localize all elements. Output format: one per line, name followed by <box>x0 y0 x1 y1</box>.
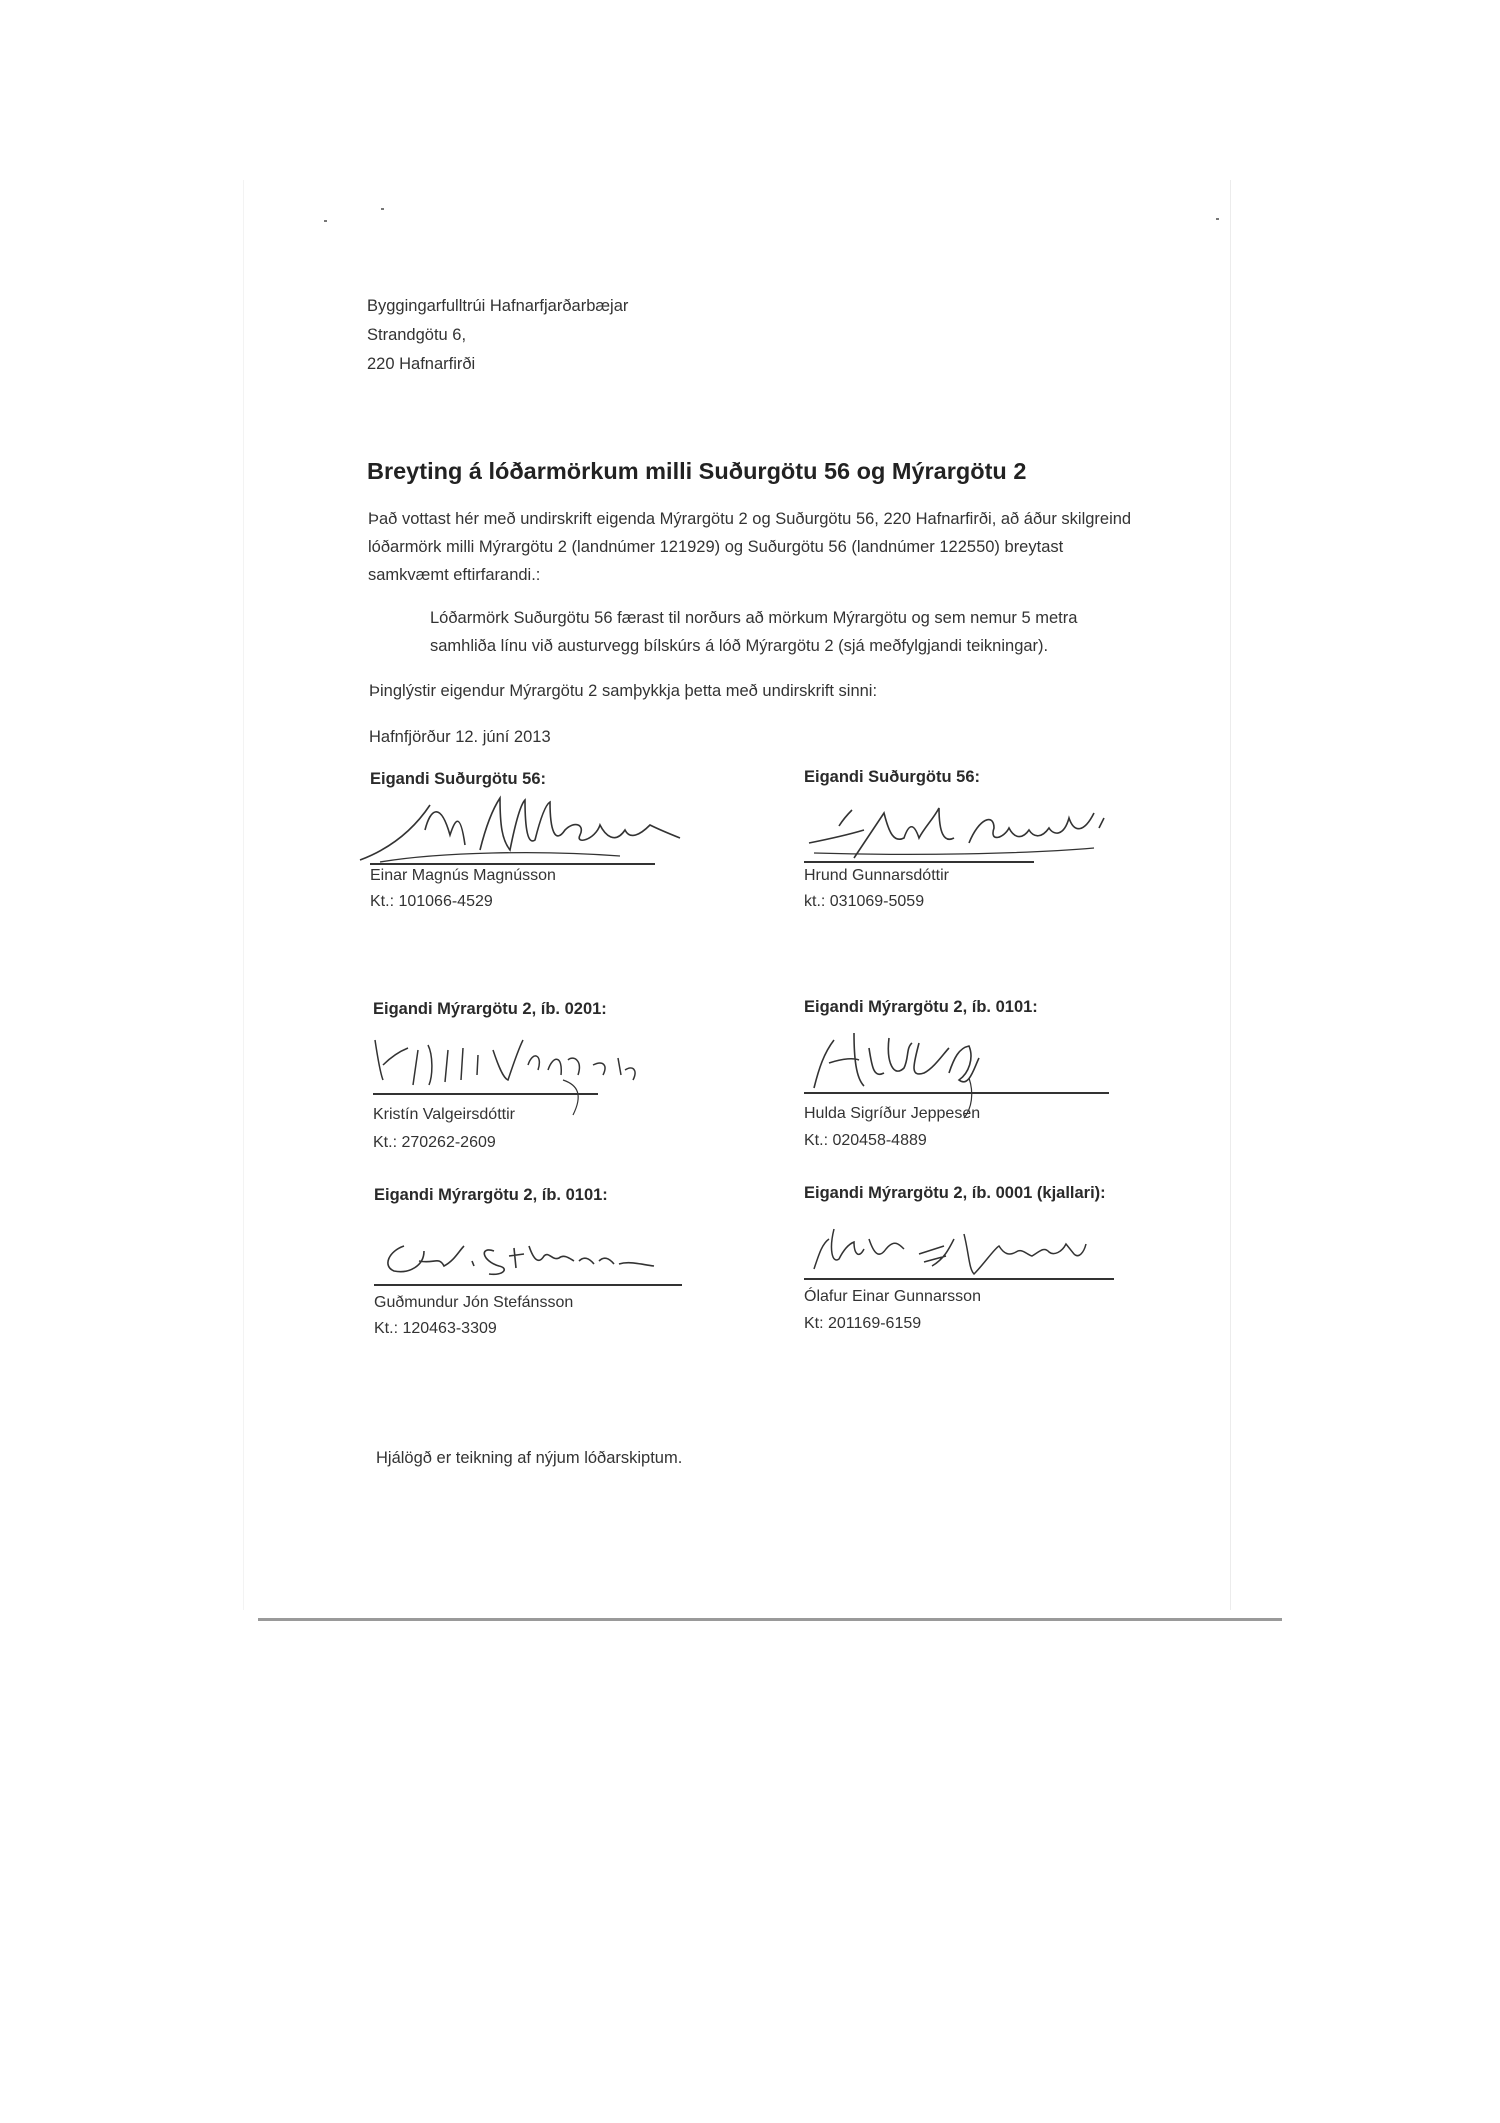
signature-line <box>804 861 1034 863</box>
scan-edge-left <box>243 180 244 1610</box>
owner-heading: Eigandi Mýrargötu 2, íb. 0101: <box>804 998 1038 1016</box>
signature-image <box>364 1206 704 1281</box>
date-line: Hafnfjörður 12. júní 2013 <box>369 728 551 746</box>
owner-id-number: Kt.: 120463-3309 <box>374 1320 497 1337</box>
address-line-1: Byggingarfulltrúi Hafnarfjarðarbæjar <box>367 297 629 315</box>
owner-id-number: kt.: 031069-5059 <box>804 893 925 910</box>
signature-line <box>804 1092 1109 1094</box>
signature-line <box>373 1093 598 1095</box>
scan-edge-right <box>1230 180 1231 1610</box>
owner-id-number: Kt.: 020458-4889 <box>804 1132 927 1149</box>
owner-heading: Eigandi Mýrargötu 2, íb. 0101: <box>374 1186 608 1204</box>
scan-speck <box>1216 218 1219 220</box>
signature-image <box>794 788 1134 863</box>
signature-image <box>794 1204 1134 1279</box>
owner-name: Kristín Valgeirsdóttir <box>373 1106 515 1123</box>
signature-line <box>374 1284 682 1286</box>
signature-line <box>804 1278 1114 1280</box>
owner-id-number: Kt.: 270262-2609 <box>373 1134 496 1151</box>
document-title: Breyting á lóðarmörkum milli Suðurgötu 56 og Mýrargötu 2 <box>367 458 1027 484</box>
address-line-2: Strandgötu 6, <box>367 326 467 344</box>
owner-heading: Eigandi Mýrargötu 2, íb. 0201: <box>373 1000 607 1018</box>
scan-speck <box>324 220 327 222</box>
owner-id-number: Kt: 201169-6159 <box>804 1315 922 1332</box>
owner-name: Guðmundur Jón Stefánsson <box>374 1294 574 1311</box>
signature-line <box>370 863 655 865</box>
owner-heading: Eigandi Suðurgötu 56: <box>804 768 980 786</box>
owner-heading: Eigandi Suðurgötu 56: <box>370 770 546 788</box>
boundary-change-paragraph: Lóðarmörk Suðurgötu 56 færast til norðurs að mörkum Mýrargötu og sem nemur 5 metra samhliða línu við austurvegg bílskúrs á lóð Mýrargötu 2 (sjá meðfylgjandi teikningar). <box>430 609 1078 655</box>
owner-name: Einar Magnús Magnússon <box>370 867 556 884</box>
owner-name: Hrund Gunnarsdóttir <box>804 867 949 884</box>
signature-image <box>360 790 700 865</box>
intro-paragraph: Það vottast hér með undirskrift eigenda Mýrargötu 2 og Suðurgötu 56, 220 Hafnarfirði, að áður skilgreind lóðarmörk milli Mýrargötu 2 (landnúmer 121929) og Suðurgötu 56 (landnúmer 122550) breytast samkvæmt eftirfarandi.: <box>368 510 1132 584</box>
owner-name: Hulda Sigríður Jeppesen <box>804 1105 981 1122</box>
owner-id-number: Kt.: 101066-4529 <box>370 893 493 910</box>
address-line-3: 220 Hafnarfirði <box>367 355 476 373</box>
recipient-address <box>367 292 628 379</box>
owner-name: Ólafur Einar Gunnarsson <box>804 1288 981 1305</box>
signature-image <box>363 1020 703 1095</box>
consent-statement: Þinglýstir eigendur Mýrargötu 2 samþykkja þetta með undirskrift sinni: <box>369 682 878 700</box>
signature-image <box>794 1018 1134 1093</box>
owner-heading: Eigandi Mýrargötu 2, íb. 0001 (kjallari): <box>804 1184 1106 1202</box>
attachment-note: Hjálögð er teikning af nýjum lóðarskiptum. <box>376 1449 683 1467</box>
scan-speck <box>381 208 384 210</box>
scan-edge-bottom <box>258 1618 1282 1621</box>
